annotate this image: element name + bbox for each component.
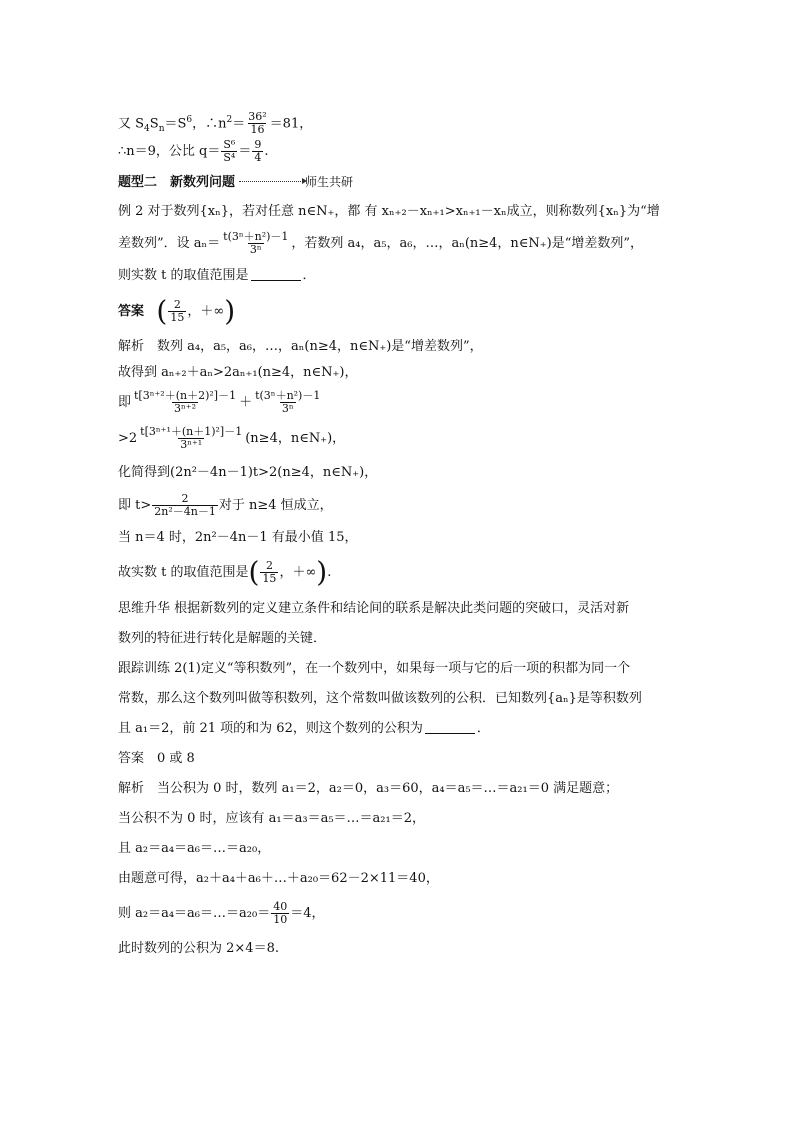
text: >2 [118,431,138,446]
fraction: $\frac{\text{S⁶}}{\text{S⁴}}$ [223,138,236,164]
document-page [118,104,688,964]
example-answer: 答案 ( $\frac{2}{15}$ ，＋∞) [118,294,236,328]
fraction: $\frac{40}{10}$ [273,900,288,926]
solution-line-3 [118,386,688,420]
text: ． [302,268,316,283]
answer-blank [251,268,301,281]
text: 故实数 t 的取值范围是 [118,565,249,580]
practice-solution-1 [118,774,688,804]
section-title: 题型二 新数列问题 [118,175,236,190]
practice-solution-5 [118,894,688,934]
text: 此时数列的公积为 2×4＝8. [118,941,279,956]
text: ，∴n [192,116,227,132]
fraction: $\frac{2}{\text{2n²－4n－1}}$ [154,492,216,518]
solution-line-4 [118,420,688,458]
fraction: $\frac{2}{15}$ [170,298,185,324]
example-line-3 [118,262,688,290]
solution-line-5 [118,458,688,488]
solution-line-2 [118,360,688,386]
text: 由题意可得，a₂＋a₄＋a₆＋…＋a₂₀＝62－2×11＝40， [118,871,439,886]
text: ＝S [164,116,187,132]
practice-line-3 [118,714,688,744]
text: ＋ [239,395,253,410]
text: 当 n＝4 时，2n²－4n－1 有最小值 15， [118,530,358,545]
text: 数列的特征进行转化是解题的关键． [118,631,327,646]
text: ＝4， [290,906,325,921]
solution-line-6 [118,488,688,524]
text: (n≥4，n∈N₊)， [245,431,346,446]
text: ，＋∞ [187,304,225,319]
top-line-2 [118,136,688,168]
answer-label: 答案 [118,304,145,319]
text: 化简得到(2n²－4n－1)t>2(n≥4，n∈N₊)， [118,465,378,480]
answer-blank [425,721,475,734]
text: 6 [186,115,193,125]
text: 解析 数列 a₄，a₅，a₆，…，aₙ(n≥4，n∈N₊)是“增差数列”， [118,339,483,354]
text: 则 a₂＝a₄＝a₆＝…＝a₂₀＝ [118,906,271,921]
section-heading [118,170,688,194]
text: 即 [118,395,132,410]
text: ＝81， [269,116,313,132]
text: . [327,565,332,580]
text: 差数列”．设 aₙ＝ [118,236,221,251]
practice-solution-2 [118,804,688,834]
fraction: $\frac{\text{t[3ⁿ⁺²＋(n＋2)²]－1}}{\text{3ⁿ⁺²}}$ [134,389,237,415]
fraction: $\frac{9}{4}$ [254,138,262,164]
fraction: $\frac{\text{36²}}{16}$ [248,110,267,137]
practice-solution-3 [118,834,688,864]
solution-line-8: 故实数 t 的取值范围是( $\frac{2}{15}$ ，＋∞). [118,555,332,589]
text: 故得到 aₙ₊₂＋aₙ>2aₙ₊₁(n≥4，n∈N₊)， [118,365,358,380]
top-line-1: 又 $S_4S_n=S^6$，$\therefore n^2=$ $\frac{\text{36²}}{16}$ ＝81， [118,110,313,137]
example-line-2 [118,226,688,262]
text: 且 a₂＝a₄＝a₆＝…＝a₂₀， [118,841,271,856]
arrow-icon [239,181,303,182]
text: ． [476,721,490,736]
solution-line-1 [118,334,688,360]
practice-line-2 [118,684,688,714]
text: 答案 0 或 8 [118,751,195,766]
summary-line-1 [118,594,688,624]
summary-line-2 [118,624,688,654]
text: 跟踪训练 2(1)定义“等积数列”，在一个数列中，如果每一项与它的后一项的积都为同一个 [118,661,631,676]
text: . [264,144,269,159]
practice-solution-6 [118,934,688,964]
text: ＝ [232,116,246,132]
text: 则实数 t 的取值范围是 [118,268,249,283]
fraction: $\frac{\text{t(3ⁿ＋n²)－1}}{\text{3ⁿ}}$ [255,389,321,415]
text: 解析 当公积为 0 时，数列 a₁＝2，a₂＝0，a₃＝60，a₄＝a₅＝…＝a₂₁＝0 满足题意； [118,781,619,796]
text: 例 2 对于数列{xₙ}，若对任意 n∈N₊，都 有 xₙ₊₂－xₙ₊₁>xₙ₊₁－xₙ成立，则称数列{xₙ}为“增 [118,204,660,219]
text: 思维升华 根据新数列的定义建立条件和结论间的联系是解决此类问题的突破口，灵活对新 [118,601,630,616]
fraction: $\frac{\text{t[3ⁿ⁺¹＋(n＋1)²]－1}}{\text{3ⁿ⁺¹}}$ [140,425,243,451]
text: ，若数列 a₄，a₅，a₆，…，aₙ(n≥4，n∈N₊)是“增差数列”， [291,236,644,251]
solution-line-7 [118,524,688,552]
text: 当公积不为 0 时，应该有 a₁＝a₃＝a₅＝…＝a₂₁＝2， [118,811,425,826]
practice-answer [118,744,688,774]
text: ＝ [238,144,252,159]
fraction: $\frac{\text{t(3ⁿ＋n²)－1}}{\text{3ⁿ}}$ [223,230,289,256]
text: ，＋∞ [279,565,317,580]
practice-solution-4 [118,864,688,894]
practice-line-1 [118,654,688,684]
example-line-1 [118,198,688,226]
section-tag: 师生共研 [305,175,354,189]
fraction: $\frac{2}{15}$ [262,559,277,585]
text: 常数，那么这个数列叫做等积数列，这个常数叫做该数列的公积．已知数列{aₙ}是等积数列 [118,691,642,706]
text: 即 t> [118,498,152,513]
text: S [149,116,159,132]
text: 对于 n≥4 恒成立， [218,498,333,513]
text: 且 a₁＝2，前 21 项的和为 62，则这个数列的公积为 [118,721,423,736]
text: 又 S [118,116,145,132]
text: ∴n＝9，公比 q＝ [118,144,221,159]
